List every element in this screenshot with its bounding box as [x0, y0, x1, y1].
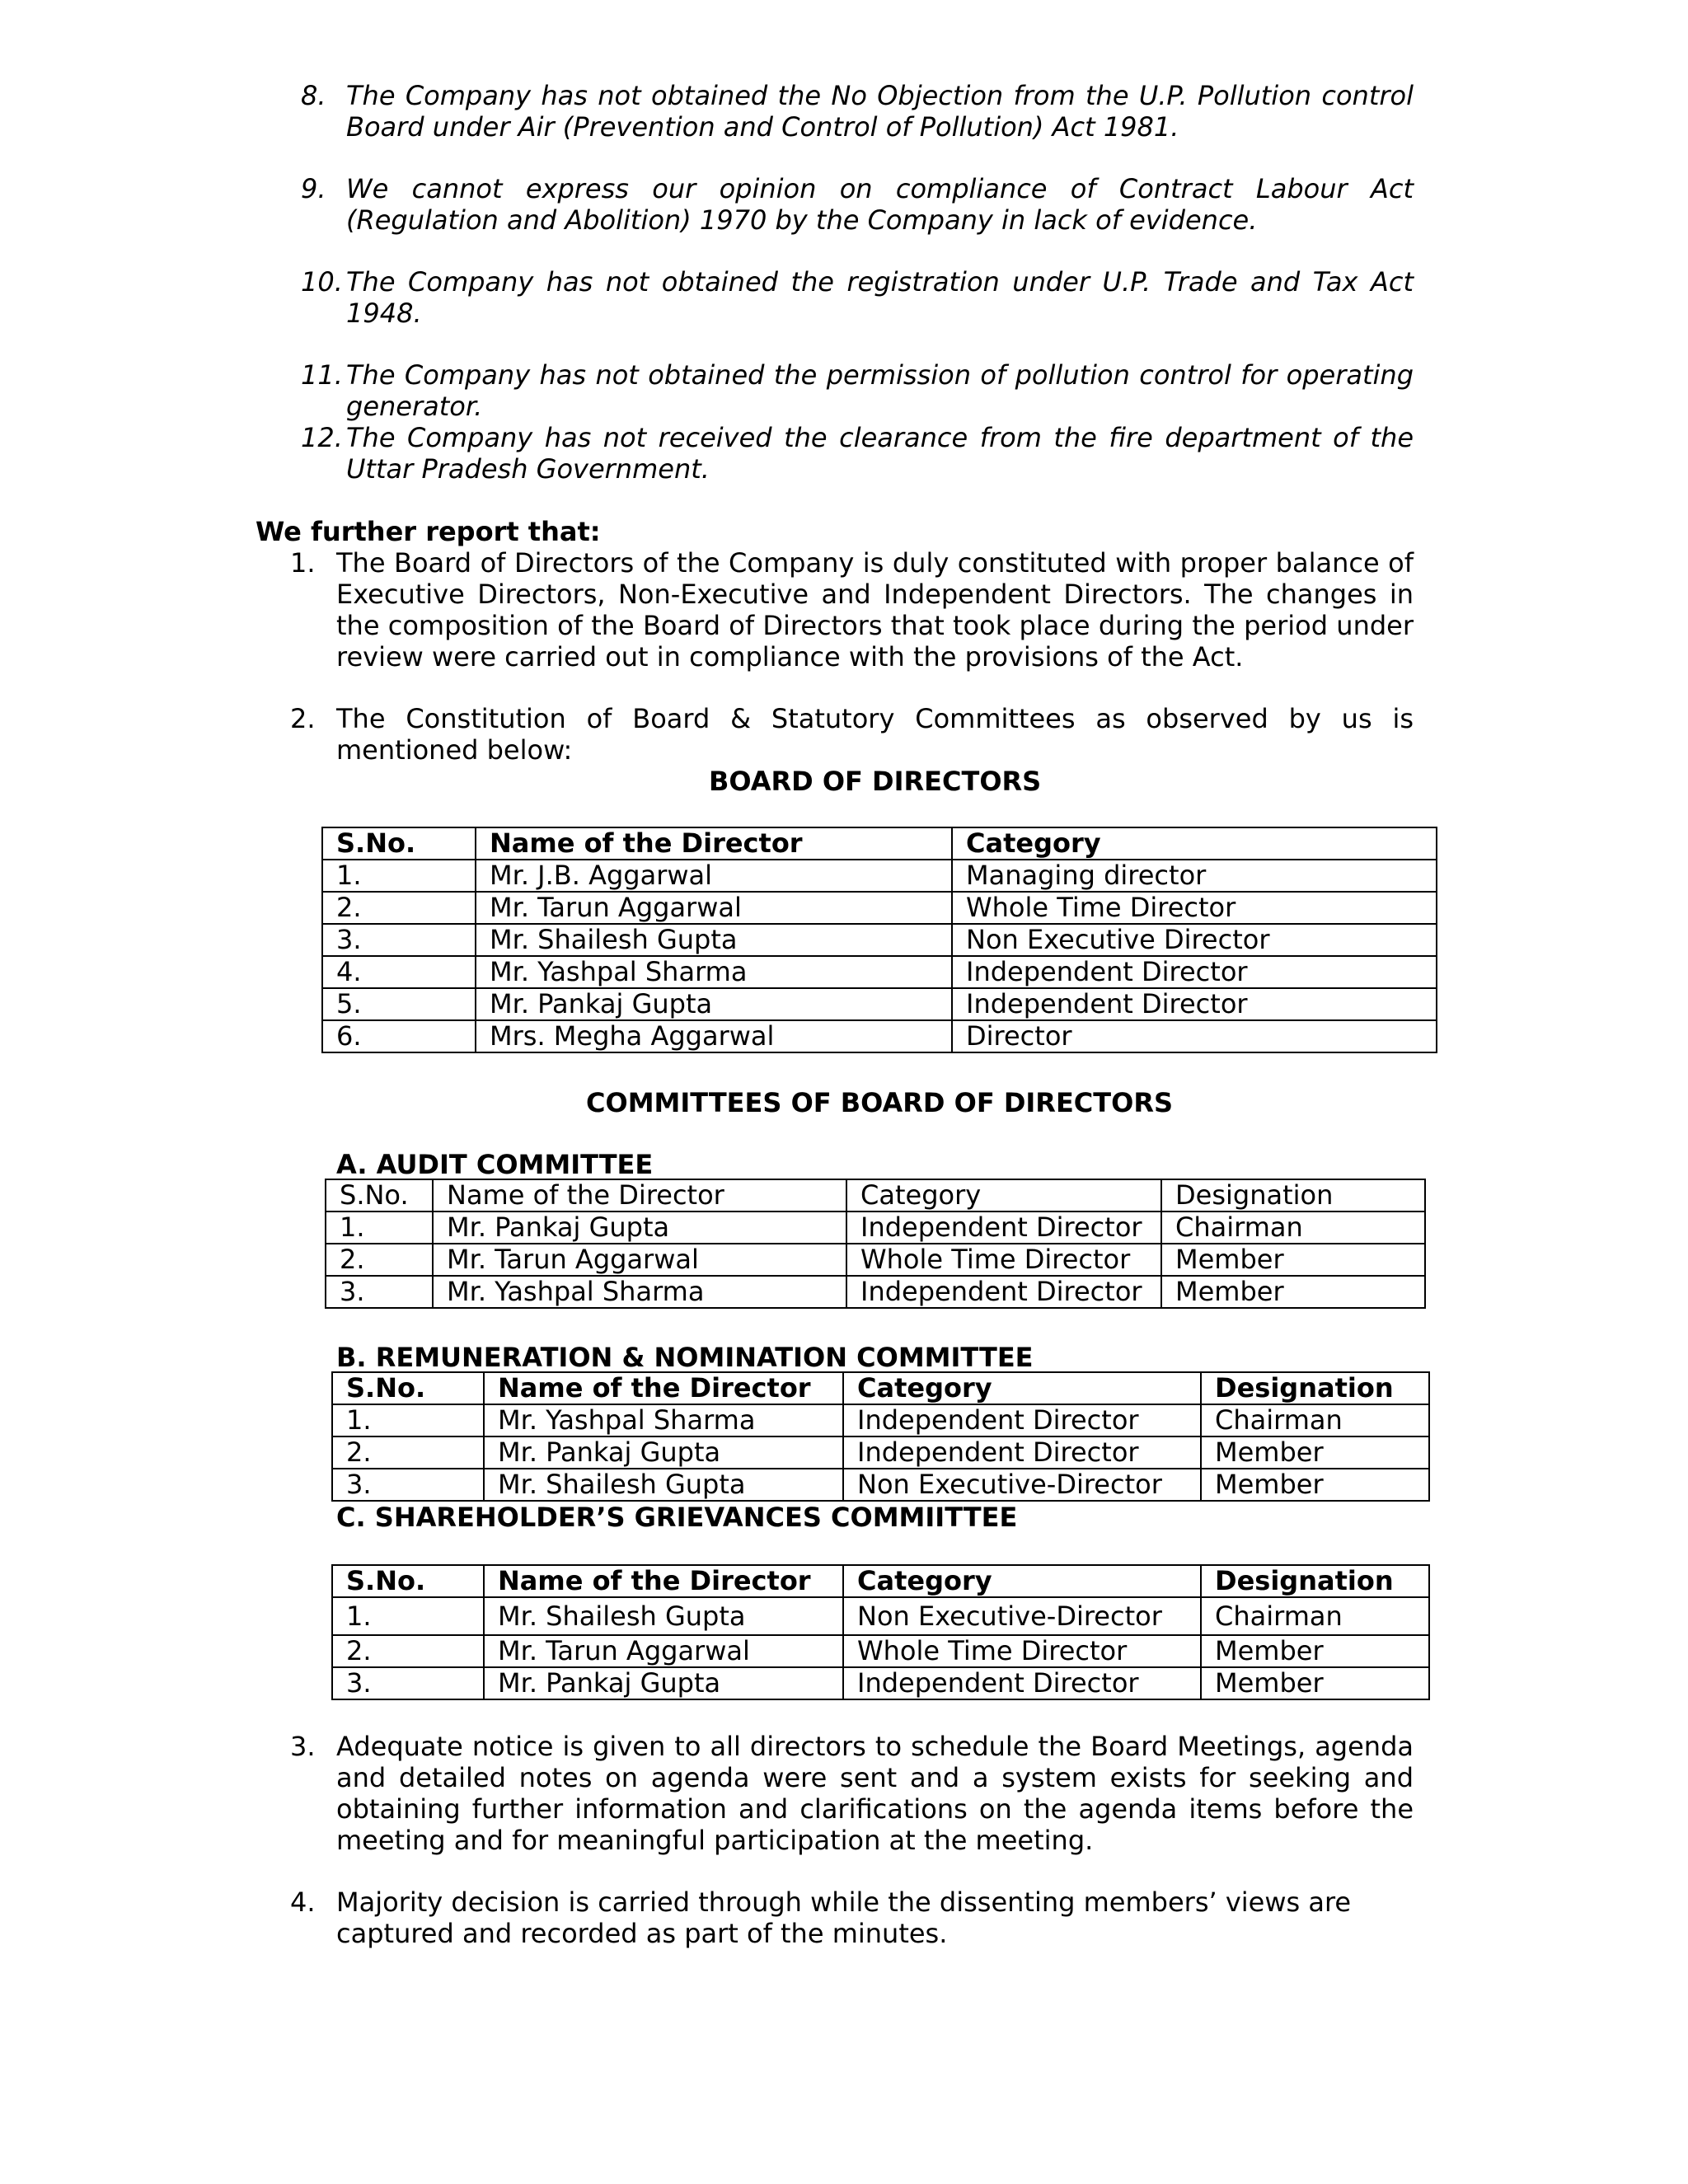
- cell: 3.: [332, 1667, 484, 1699]
- cell: 1.: [322, 860, 476, 892]
- cell: Non Executive-Director: [843, 1597, 1201, 1635]
- cell: Non Executive-Director: [843, 1469, 1201, 1501]
- item-number: 12.: [301, 422, 343, 453]
- table-header-row: [332, 1372, 1429, 1404]
- item-number: 1.: [290, 547, 316, 579]
- cell: Chairman: [1201, 1404, 1429, 1436]
- item-number: 9.: [301, 173, 326, 204]
- col-header: S.No.: [332, 1372, 484, 1404]
- table-row: [326, 1244, 1425, 1276]
- cell: 1.: [332, 1597, 484, 1635]
- table-header-row: [322, 827, 1437, 860]
- observation-item: [301, 173, 1414, 236]
- table-row: [322, 988, 1437, 1020]
- item-number: 11.: [301, 359, 343, 391]
- cell: Member: [1201, 1667, 1429, 1699]
- col-header: S.No.: [332, 1565, 484, 1597]
- cell: Whole Time Director: [843, 1635, 1201, 1667]
- item-text: Majority decision is carried through while the dissenting members’ views are captured and recorded as part of the minutes.: [336, 1886, 1352, 1949]
- cell: Member: [1201, 1469, 1429, 1501]
- cell: Non Executive Director: [952, 924, 1437, 956]
- cell: Managing director: [952, 860, 1437, 892]
- cell: Independent Director: [952, 956, 1437, 988]
- cell: Mr. Tarun Aggarwal: [433, 1244, 846, 1276]
- report-item: [290, 1886, 1414, 1949]
- col-header: Name of the Director: [484, 1565, 843, 1597]
- cell: Mr. Yashpal Sharma: [476, 956, 952, 988]
- table-row: [332, 1436, 1429, 1469]
- cell: Independent Director: [843, 1436, 1201, 1469]
- report-item: [290, 547, 1414, 673]
- table-row: [322, 860, 1437, 892]
- item-number: 4.: [290, 1886, 316, 1918]
- cell: 5.: [322, 988, 476, 1020]
- cell: 4.: [322, 956, 476, 988]
- cell: Member: [1161, 1276, 1425, 1308]
- table-row: [322, 892, 1437, 924]
- cell: Mr. Pankaj Gupta: [476, 988, 952, 1020]
- cell: Mr. Pankaj Gupta: [484, 1436, 843, 1469]
- table-row: [326, 1276, 1425, 1308]
- committees-title: COMMITTEES OF BOARD OF DIRECTORS: [586, 1087, 1173, 1118]
- observation-list: [301, 80, 1414, 485]
- cell: Mr. Tarun Aggarwal: [476, 892, 952, 924]
- item-number: 10.: [301, 266, 343, 298]
- board-table: [321, 827, 1437, 1053]
- cell: Mr. Shailesh Gupta: [484, 1597, 843, 1635]
- cell: Member: [1201, 1635, 1429, 1667]
- col-header: Category: [952, 827, 1437, 860]
- audit-table: [325, 1179, 1426, 1309]
- table-row: [332, 1597, 1429, 1635]
- audit-title: A. AUDIT COMMITTEE: [336, 1149, 654, 1180]
- cell: Mr. Shailesh Gupta: [484, 1469, 843, 1501]
- cell: Mr. J.B. Aggarwal: [476, 860, 952, 892]
- cell: Director: [952, 1020, 1437, 1052]
- col-header: Designation: [1201, 1372, 1429, 1404]
- report-list-continued: [290, 1731, 1414, 1949]
- item-text: The Company has not obtained the No Objection from the U.P. Pollution control Board under Air (Prevention and Control of Pollution) Act 1981.: [346, 80, 1414, 143]
- cell: Independent Director: [952, 988, 1437, 1020]
- cell: Whole Time Director: [952, 892, 1437, 924]
- item-text: The Board of Directors of the Company is duly constituted with proper balance of Executive Directors, Non-Executive and Independent Directors. The changes in the composition of the Board of Directors that took place during the period under review were carried out in compliance with the provisions of the Act.: [336, 547, 1414, 673]
- observation-item: [301, 80, 1414, 143]
- col-header: Name of the Director: [484, 1372, 843, 1404]
- table-row: [332, 1469, 1429, 1501]
- cell: Independent Director: [846, 1212, 1161, 1244]
- col-header: Category: [846, 1179, 1161, 1212]
- table-row: [322, 1020, 1437, 1052]
- cell: 1.: [332, 1404, 484, 1436]
- grievances-table: [331, 1564, 1430, 1700]
- item-text: The Company has not received the clearance from the fire department of the Uttar Pradesh Government.: [346, 422, 1414, 485]
- table-row: [332, 1667, 1429, 1699]
- observation-item: [301, 359, 1414, 422]
- further-report-heading: We further report that:: [256, 516, 601, 547]
- cell: Member: [1161, 1244, 1425, 1276]
- cell: Mr. Yashpal Sharma: [484, 1404, 843, 1436]
- col-header: Name of the Director: [433, 1179, 846, 1212]
- cell: Mrs. Megha Aggarwal: [476, 1020, 952, 1052]
- cell: Chairman: [1201, 1597, 1429, 1635]
- cell: 3.: [322, 924, 476, 956]
- table-row: [332, 1635, 1429, 1667]
- report-item: [290, 703, 1414, 766]
- col-header: Designation: [1201, 1565, 1429, 1597]
- cell: 2.: [332, 1635, 484, 1667]
- cell: 2.: [326, 1244, 433, 1276]
- table-row: [322, 956, 1437, 988]
- cell: 3.: [332, 1469, 484, 1501]
- board-title: BOARD OF DIRECTORS: [709, 766, 1042, 797]
- cell: 1.: [326, 1212, 433, 1244]
- cell: Mr. Tarun Aggarwal: [484, 1635, 843, 1667]
- cell: Independent Director: [846, 1276, 1161, 1308]
- item-text: The Company has not obtained the permission of pollution control for operating generator.: [346, 359, 1414, 422]
- item-text: Adequate notice is given to all directors to schedule the Board Meetings, agenda and detailed notes on agenda were sent and a system exists for seeking and obtaining further information and clarifications on the agenda items before the meeting and for meaningful participation at the meeting.: [336, 1731, 1414, 1856]
- observation-item: [301, 266, 1414, 329]
- cell: 2.: [322, 892, 476, 924]
- col-header: Designation: [1161, 1179, 1425, 1212]
- cell: Mr. Pankaj Gupta: [433, 1212, 846, 1244]
- cell: Mr. Shailesh Gupta: [476, 924, 952, 956]
- item-text: The Constitution of Board & Statutory Committees as observed by us is mentioned below:: [336, 703, 1414, 766]
- table-row: [322, 924, 1437, 956]
- table-row: [332, 1404, 1429, 1436]
- item-text: We cannot express our opinion on compliance of Contract Labour Act (Regulation and Abolition) 1970 by the Company in lack of evidence.: [346, 173, 1414, 236]
- cell: Mr. Yashpal Sharma: [433, 1276, 846, 1308]
- item-number: 3.: [290, 1731, 316, 1762]
- observation-item: [301, 422, 1414, 485]
- item-number: 8.: [301, 80, 326, 111]
- report-list: [290, 547, 1414, 766]
- cell: Independent Director: [843, 1667, 1201, 1699]
- cell: 2.: [332, 1436, 484, 1469]
- table-header-row: [326, 1179, 1425, 1212]
- item-number: 2.: [290, 703, 316, 734]
- item-text: The Company has not obtained the registration under U.P. Trade and Tax Act 1948.: [346, 266, 1414, 329]
- report-item: [290, 1731, 1414, 1856]
- col-header: S.No.: [326, 1179, 433, 1212]
- remuneration-table: [331, 1371, 1430, 1502]
- cell: Whole Time Director: [846, 1244, 1161, 1276]
- cell: 3.: [326, 1276, 433, 1308]
- table-header-row: [332, 1565, 1429, 1597]
- cell: Independent Director: [843, 1404, 1201, 1436]
- col-header: S.No.: [322, 827, 476, 860]
- grievances-title: C. SHAREHOLDER’S GRIEVANCES COMMIITTEE: [336, 1502, 1018, 1533]
- col-header: Name of the Director: [476, 827, 952, 860]
- col-header: Category: [843, 1565, 1201, 1597]
- cell: Member: [1201, 1436, 1429, 1469]
- col-header: Category: [843, 1372, 1201, 1404]
- cell: Chairman: [1161, 1212, 1425, 1244]
- remuneration-title: B. REMUNERATION & NOMINATION COMMITTEE: [336, 1342, 1034, 1373]
- table-row: [326, 1212, 1425, 1244]
- cell: 6.: [322, 1020, 476, 1052]
- cell: Mr. Pankaj Gupta: [484, 1667, 843, 1699]
